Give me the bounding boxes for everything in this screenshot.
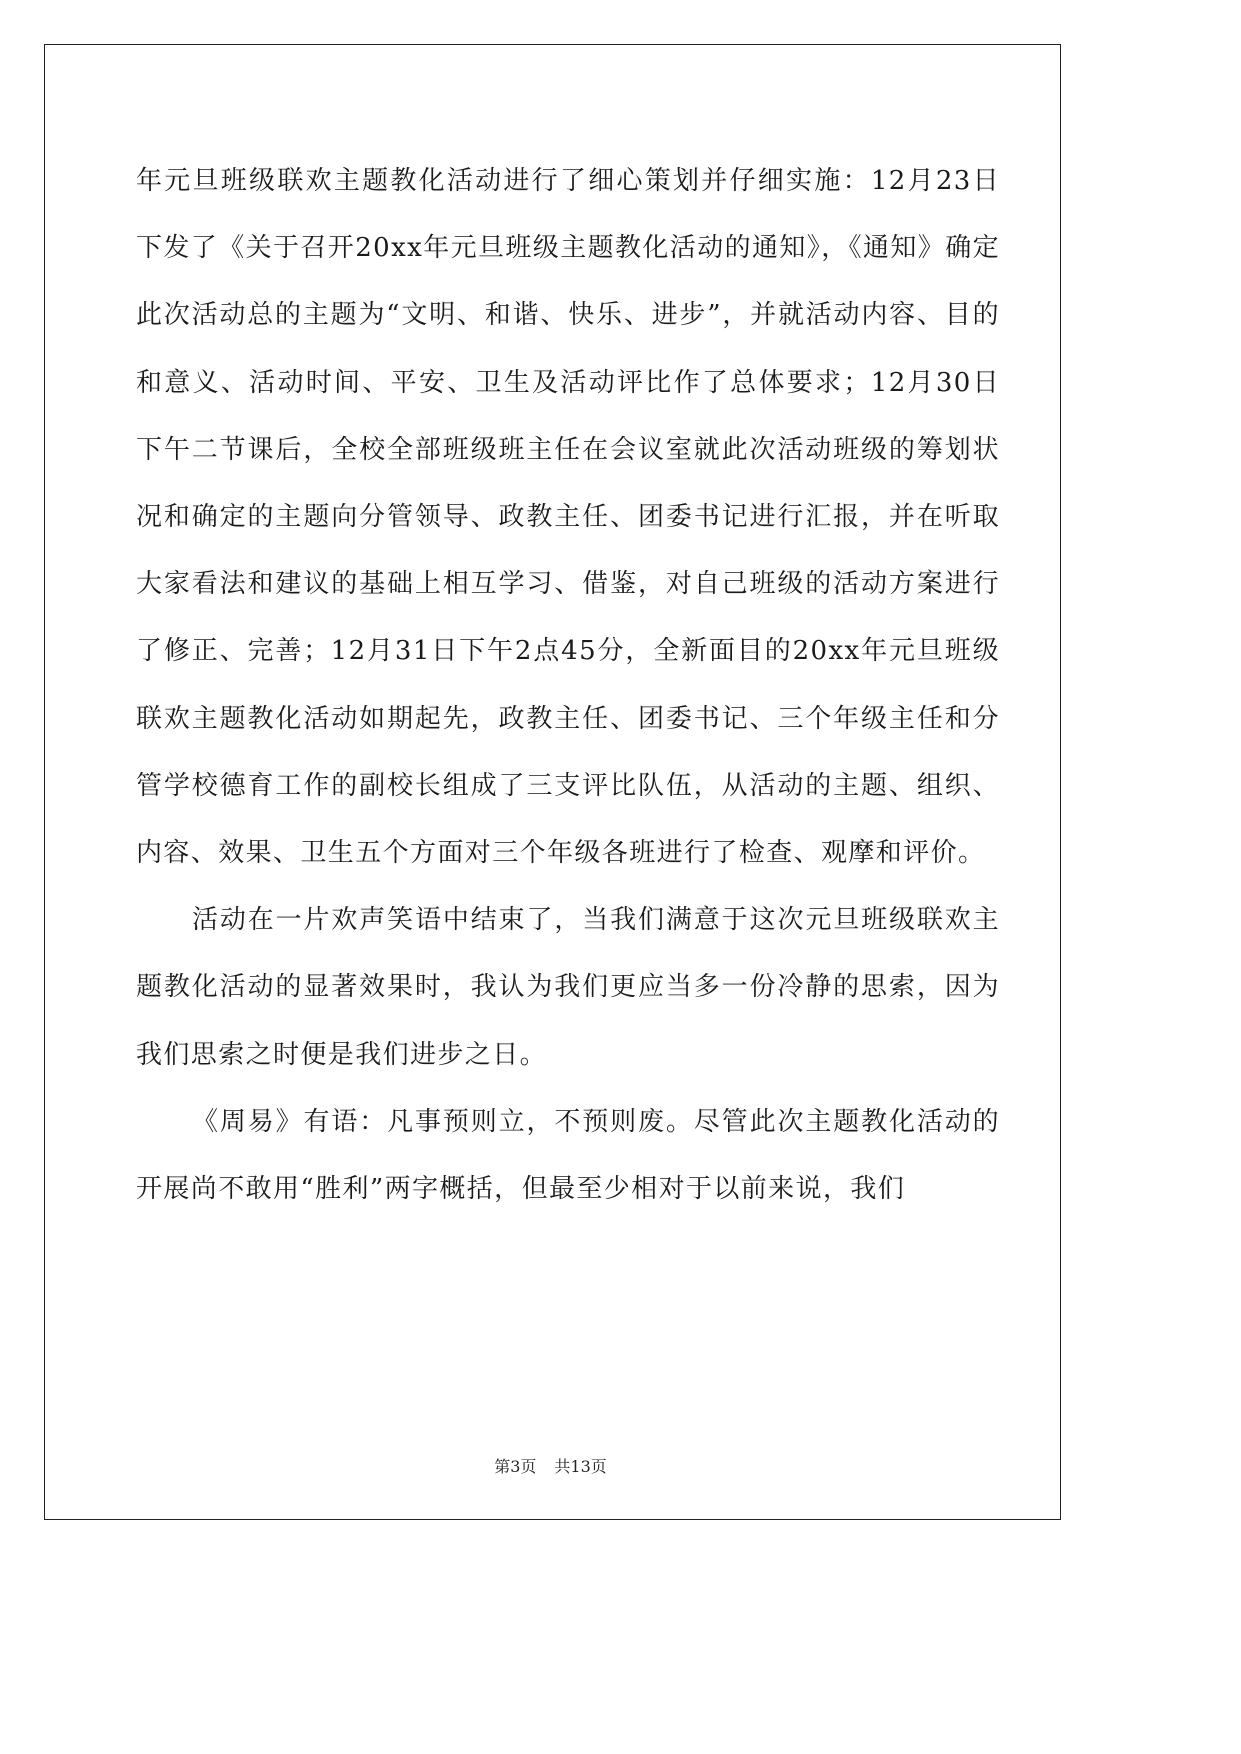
document-body [136, 148, 1000, 1223]
paragraph-3: 《周易》有语：凡事预则立，不预则废。尽管此次主题教化活动的开展尚不敢用“胜利”两字概括，但最至少相对于以前来说，我们 [136, 1106, 1000, 1205]
paragraph-2: 活动在一片欢声笑语中结束了，当我们满意于这次元旦班级联欢主题教化活动的显著效果时，我认为我们更应当多一份冷静的思索，因为我们思索之时便是我们进步之日。 [136, 905, 1000, 1070]
page-footer [0, 1455, 1101, 1479]
page-number: 第3页 [494, 1457, 537, 1476]
page-total: 共13页 [554, 1457, 607, 1476]
paragraph-1: 年元旦班级联欢主题教化活动进行了细心策划并仔细实施：12月23日下发了《关于召开20xx年元旦班级主题教化活动的通知》，《通知》确定此次活动总的主题为“文明、和谐、快乐、进步”，并就活动内容、目的和意义、活动时间、平安、卫生及活动评比作了总体要求；12月30日下午二节课后，全校全部班级班主任在会议室就此次活动班级的筹划状况和确定的主题向分管领导、政教主任、团委书记进行汇报，并在听取大家看法和建议的基础上相互学习、借鉴，对自己班级的活动方案进行了修正、完善；12月31日下午2点45分，全新面目的20xx年元旦班级联欢主题教化活动如期起先，政教主任、团委书记、三个年级主任和分管学校德育工作的副校长组成了三支评比队伍，从活动的主题、组织、内容、效果、卫生五个方面对三个年级各班进行了检查、观摩和评价。 [136, 166, 1001, 869]
